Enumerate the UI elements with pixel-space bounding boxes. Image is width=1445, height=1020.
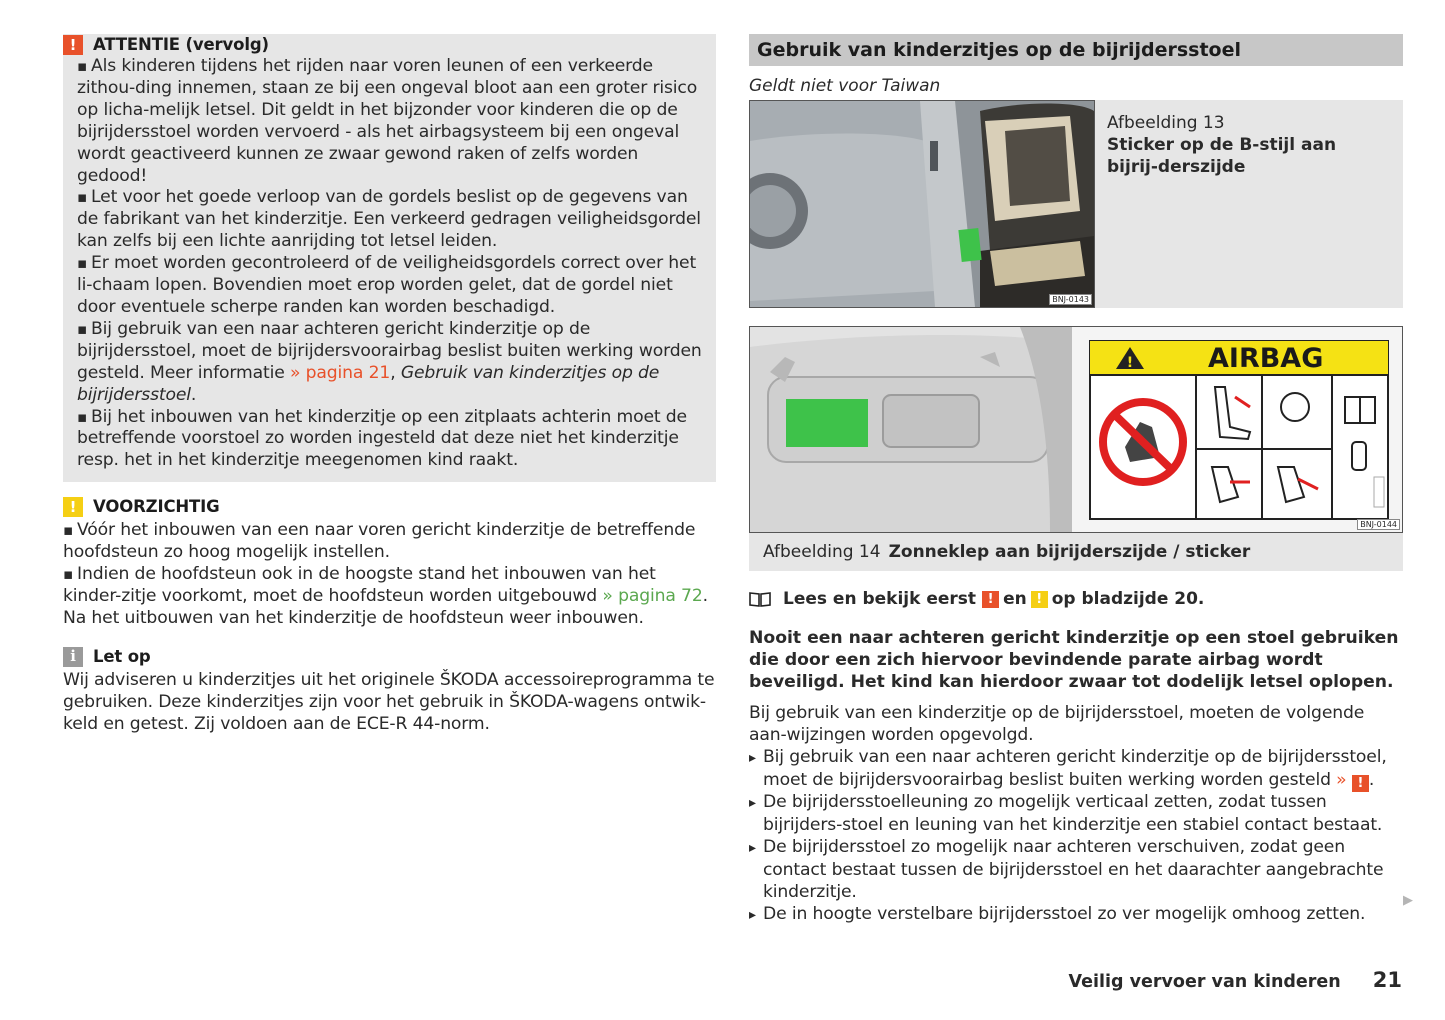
figure-14 bbox=[749, 326, 1403, 533]
instruction-step: ▸ De bijrijdersstoelleuning zo mogelijk verticaal zetten, zodat tussen bijrijders-stoel en leuning van het kinderzitje een stabiel contact bestaat. bbox=[749, 792, 1403, 837]
info-icon: i bbox=[63, 647, 83, 667]
footer-section-title: Veilig vervoer van kinderen bbox=[1068, 972, 1341, 992]
read-first-post: op bladzijde 20. bbox=[1051, 589, 1205, 609]
section-subtitle: Geldt niet voor Taiwan bbox=[749, 76, 941, 96]
b-pillar-photo bbox=[749, 100, 1095, 308]
book-icon bbox=[749, 591, 771, 607]
caution-title: VOORZICHTIG bbox=[93, 497, 220, 517]
read-first-mid: en bbox=[1003, 589, 1027, 609]
page-link[interactable]: » pagina 21 bbox=[289, 362, 391, 383]
separator: , bbox=[390, 362, 396, 383]
airbag-sticker-text: AIRBAG bbox=[1208, 343, 1324, 374]
page-link[interactable]: » bbox=[1336, 769, 1347, 790]
warning-icon: ! bbox=[63, 35, 83, 55]
note-title: Let op bbox=[93, 646, 151, 666]
step-1-text: Bij gebruik van een naar achteren gericht kinderzitje op de bijrijdersstoel, moet de bijrijdersvoorairbag beslist buiten werking worden gesteld bbox=[763, 746, 1387, 790]
left-column bbox=[63, 34, 716, 735]
section-reference: Gebruik van kinderzitjes op de bijrijdersstoel bbox=[77, 362, 660, 405]
read-first-pre: Lees en bekijk eerst bbox=[783, 589, 977, 609]
instructions-intro: Bij gebruik van een kinderzitje op de bijrijdersstoel, moeten de volgende aan-wijzingen worden opgevolgd. bbox=[749, 703, 1365, 745]
warning-paragraph: ▪ Er moet worden gecontroleerd of de veiligheidsgordels correct over het li-chaam lopen. Bovendien moet erop worden gelet, dat de gordel niet door eventuele scherpe randen kan worden beschadigd. bbox=[77, 253, 702, 319]
figure-14-label: Afbeelding 14 bbox=[763, 542, 881, 562]
figure-code: BNJ-0143 bbox=[1049, 294, 1092, 305]
figure-14-title: Zonneklep aan bijrijderszijde / sticker bbox=[888, 542, 1251, 562]
figure-13-title: Sticker op de B-stijl aan bijrij-derszijde bbox=[1107, 135, 1337, 177]
warning-p4-text: Bij gebruik van een naar achteren gericht kinderzitje op de bijrijdersstoel, moet de bijrijdersvoorairbag beslist buiten werking worden gesteld. Meer informatie bbox=[77, 318, 702, 383]
read-first-line bbox=[749, 589, 1403, 609]
warning-box bbox=[63, 34, 716, 482]
section-title: Gebruik van kinderzitjes op de bijrijdersstoel bbox=[749, 34, 1403, 66]
warning-header bbox=[63, 34, 702, 56]
instruction-step: ▸ De in hoogte verstelbare bijrijdersstoel zo ver mogelijk omhoog zetten. bbox=[749, 904, 1403, 927]
caution-p2-text: Indien de hoofdsteun ook in de hoogste stand het inbouwen van het kinder-zitje voorkomt, moet de hoofdsteun worden uitgebouwd bbox=[63, 564, 656, 606]
caution-p2-end: . Na het uitbouwen van het kinderzitje de hoofdsteun weer inbouwen. bbox=[63, 585, 708, 628]
figure-13 bbox=[749, 100, 1403, 308]
note-text: Wij adviseren u kinderzitjes uit het originele ŠKODA accessoireprogramma te gebruiken. Deze kinderzitjes zijn voor het gebruik in ŠKODA-wagens ontwik-keld en getest. Zij voldoen aan de ECE-R 44-norm. bbox=[63, 669, 715, 734]
step-1-end: . bbox=[1368, 769, 1375, 790]
instructions bbox=[749, 703, 1403, 927]
warning-paragraph: ▪ Bij het inbouwen van het kinderzitje op een zitplaats achterin moet de betreffende voorstoel zo worden ingesteld dat deze niet het kinderzitje resp. het in het kinderzitje meegenomen kind raakt. bbox=[77, 407, 702, 473]
caution-paragraph: ▪ Vóór het inbouwen van een naar voren gericht kinderzitje de betreffende hoofdsteun zo hoog mogelijk instellen. bbox=[63, 520, 716, 564]
warning-icon: ! bbox=[1352, 775, 1369, 792]
svg-text:!: ! bbox=[1126, 355, 1134, 371]
page-number: 21 bbox=[1372, 968, 1402, 992]
b-pillar-illustration bbox=[750, 101, 1094, 307]
continue-arrow-icon: ▶ bbox=[1403, 893, 1413, 908]
caution-icon: ! bbox=[63, 497, 83, 517]
warning-icon: ! bbox=[982, 591, 999, 608]
instruction-step bbox=[749, 747, 1403, 792]
caution-section bbox=[63, 496, 716, 630]
warning-paragraph: ▪ Als kinderen tijdens het rijden naar voren leunen of een verkeerde zithou-ding innemen, staan ze bij een ongeval bloot aan een groter risico op licha-melijk letsel. Dit geldt in het bijzonder voor kinderen die op de bijrijdersstoel worden vervoerd - als het airbagsysteem bij een ongeval wordt geactiveerd kunnen ze zwaar gewond raken of zelfs worden gedood! bbox=[77, 56, 702, 187]
warning-paragraph bbox=[77, 319, 702, 407]
period: . bbox=[190, 384, 197, 405]
figure-code: BNJ-0144 bbox=[1357, 519, 1400, 530]
note-section bbox=[63, 646, 716, 736]
caution-header bbox=[63, 496, 716, 518]
figure-13-label: Afbeelding 13 bbox=[1107, 113, 1225, 133]
right-column bbox=[749, 34, 1403, 927]
page-link[interactable]: » pagina 72 bbox=[602, 585, 703, 606]
figure-13-caption bbox=[1095, 100, 1403, 308]
warning-paragraph: ▪ Let voor het goede verloop van de gordels beslist op de gegevens van de fabrikant van het kinderzitje. Een verkeerd gedragen veiligheidsgordel kan zelfs bij een lichte aanrijding tot letsel leiden. bbox=[77, 187, 702, 253]
instruction-step: ▸ De bijrijdersstoel zo mogelijk naar achteren verschuiven, zodat geen contact bestaat tussen de bijrijdersstoel en het daarachter aangebrachte kinderzitje. bbox=[749, 837, 1403, 904]
figure-14-caption bbox=[749, 533, 1403, 571]
note-header bbox=[63, 646, 716, 668]
caution-icon: ! bbox=[1031, 591, 1048, 608]
page-footer bbox=[1069, 968, 1402, 992]
safety-warning-paragraph: Nooit een naar achteren gericht kinderzitje op een stoel gebruiken die door een zich hiervoor bevindende parate airbag wordt beveiligd. Het kind kan hierdoor zwaar tot dodelijk letsel oplopen. bbox=[749, 628, 1399, 692]
warning-title: ATTENTIE (vervolg) bbox=[93, 35, 269, 55]
caution-paragraph bbox=[63, 564, 716, 630]
